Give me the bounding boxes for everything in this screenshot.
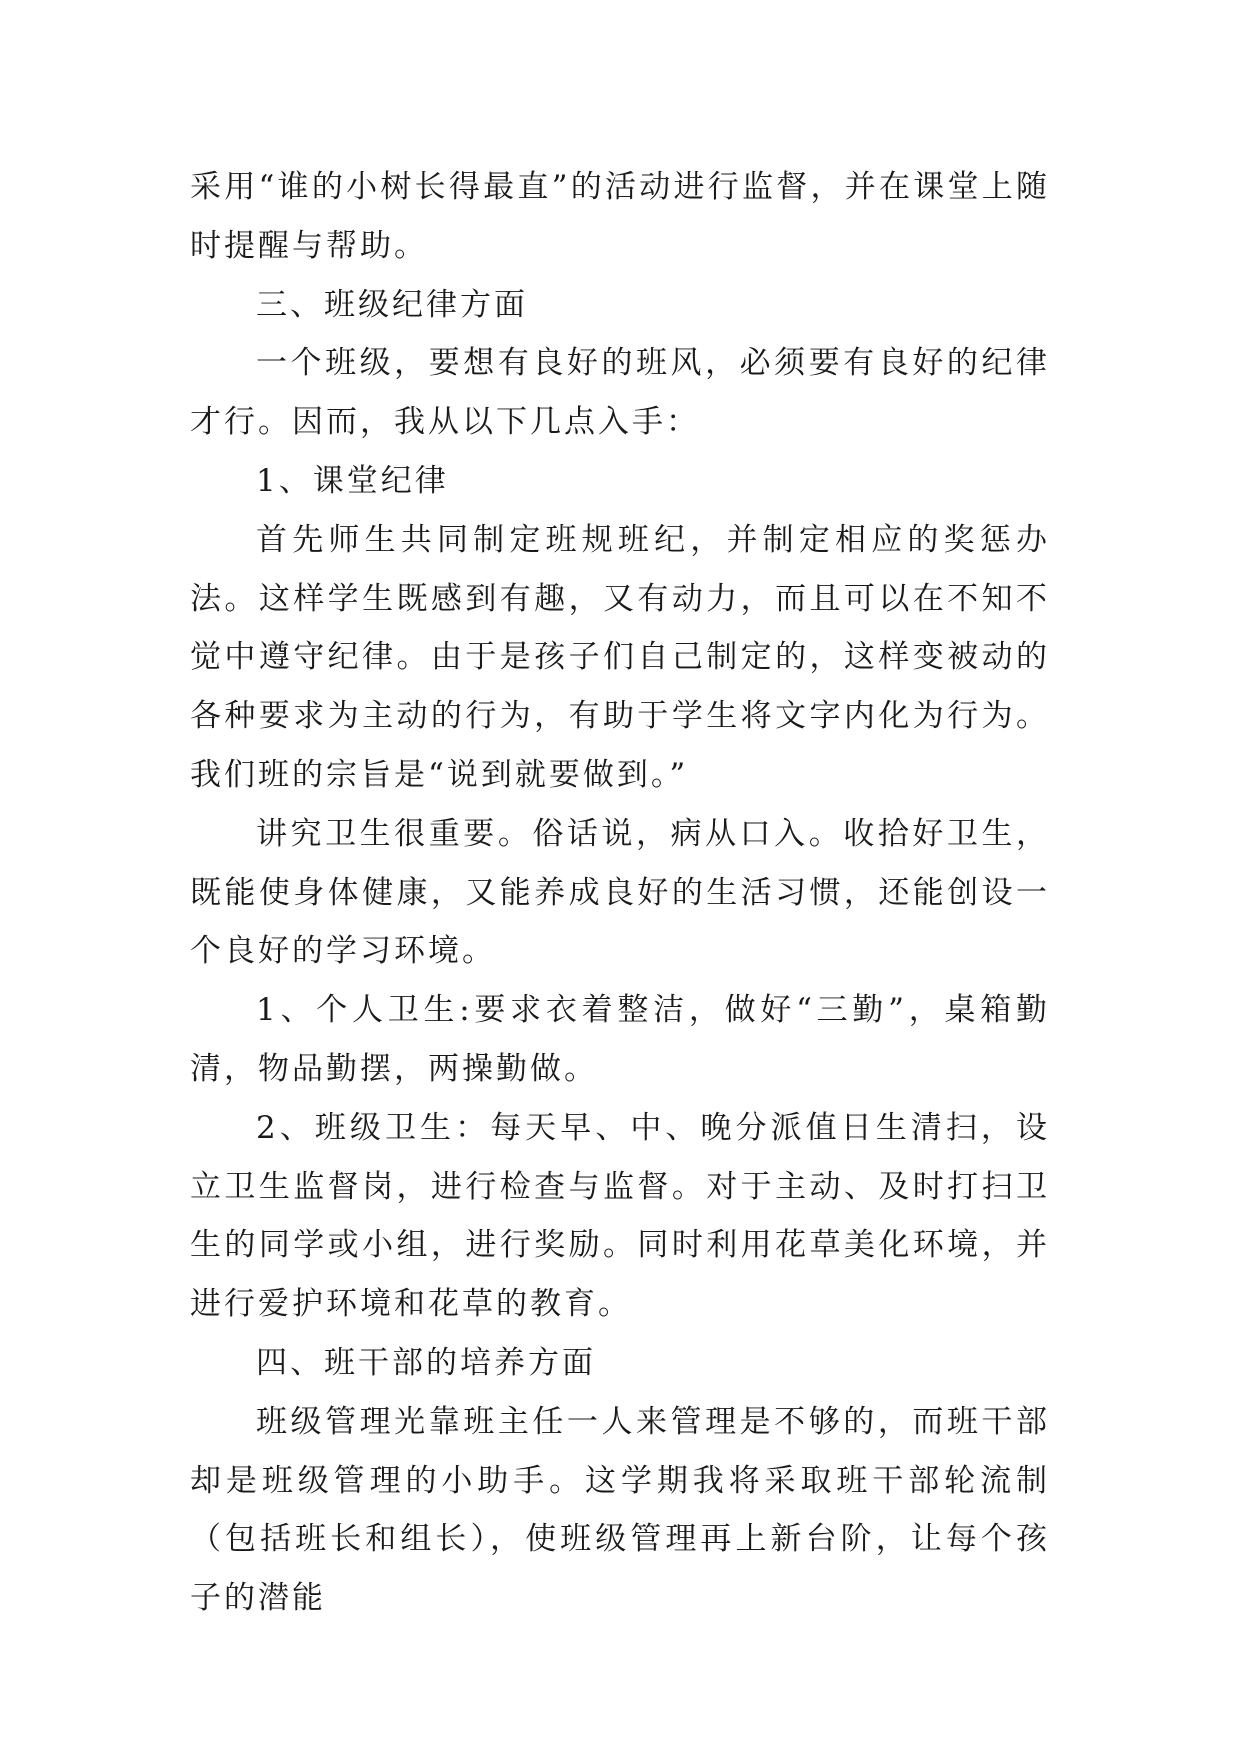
paragraph-hygiene-intro: 讲究卫生很重要。俗话说，病从口入。收拾好卫生，既能使身体健康，又能养成良好的生活习惯，还能创设一个良好的学习环境。 — [190, 815, 1050, 970]
paragraph-discipline-intro: 一个班级，要想有良好的班风，必须要有良好的纪律才行。因而，我从以下几点入手： — [190, 345, 1050, 441]
paragraph-class-cadres: 班级管理光靠班主任一人来管理是不够的，而班干部却是班级管理的小助手。这学期我将采取班干部轮流制（包括班长和组长），使班级管理再上新台阶，让每个孩子的潜能 — [190, 1403, 1050, 1617]
subheading-classroom-discipline: 1、课堂纪律 — [256, 462, 449, 499]
document-body — [190, 158, 1050, 1628]
paragraph-class-rules: 首先师生共同制定班规班纪，并制定相应的奖惩办法。这样学生既感到有趣，又有动力，而且可以在不知不觉中遵守纪律。由于是孩子们自己制定的，这样变被动的各种要求为主动的行为，有助于学生将文字内化为行为。我们班的宗旨是“说到就要做到。” — [190, 521, 1050, 793]
section-heading-discipline: 三、班级纪律方面 — [256, 286, 528, 323]
section-heading-class-cadres: 四、班干部的培养方面 — [256, 1344, 596, 1381]
paragraph-personal-hygiene: 1、个人卫生:要求衣着整洁，做好“三勤”，桌箱勤清，物品勤摆，两操勤做。 — [190, 992, 1050, 1087]
paragraph-class-hygiene: 2、班级卫生：每天早、中、晚分派值日生清扫，设立卫生监督岗，进行检查与监督。对于主动、及时打扫卫生的同学或小组，进行奖励。同时利用花草美化环境，并进行爱护环境和花草的教育。 — [190, 1109, 1050, 1323]
paragraph-continuation: 采用“谁的小树长得最直”的活动进行监督，并在课堂上随时提醒与帮助。 — [190, 169, 1050, 264]
